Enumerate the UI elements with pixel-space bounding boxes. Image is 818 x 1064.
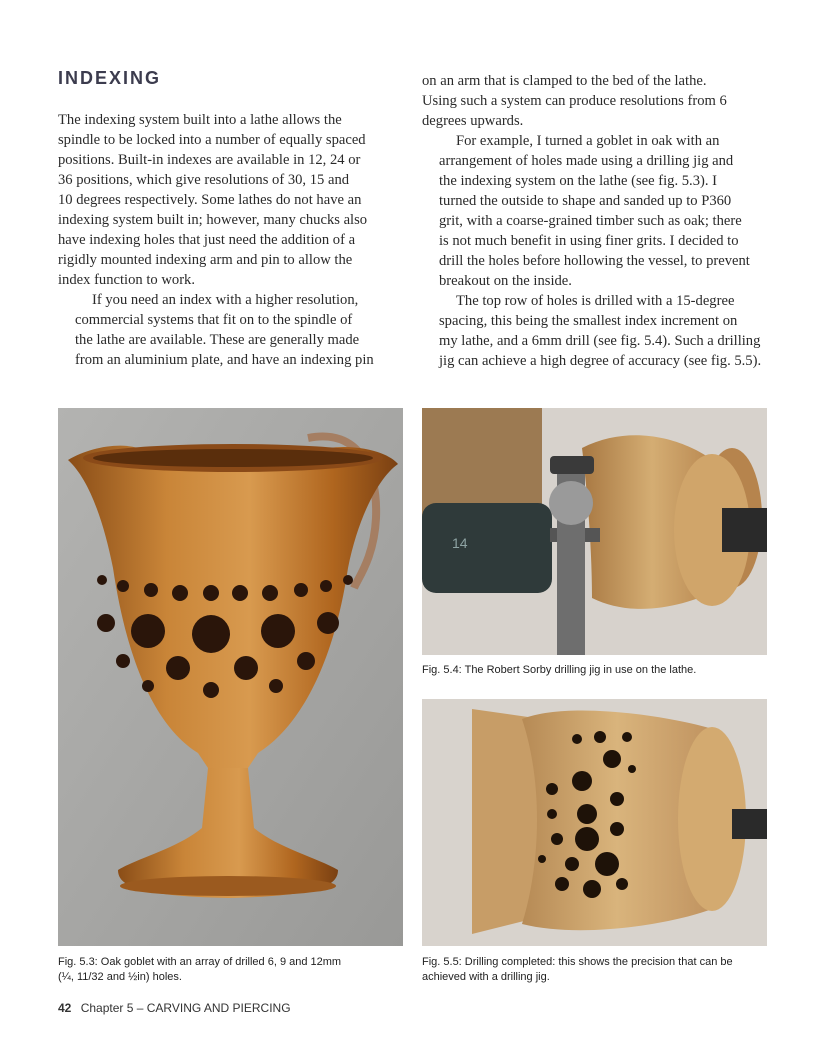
text-line: 10 degrees respectively. Some lathes do not have an xyxy=(58,192,362,208)
text-line: The indexing system built into a lathe allows the xyxy=(58,112,342,128)
text-line: positions. Built-in indexes are available in 12, 24 or xyxy=(58,152,361,168)
left-text-column xyxy=(58,110,408,370)
fig-5-5-completed-drilling-photo xyxy=(422,699,767,946)
fig-5-3-caption-line-2: (¼, 11/32 and ½in) holes. xyxy=(58,971,182,983)
paragraph xyxy=(422,71,772,131)
text-line: breakout on the inside. xyxy=(439,273,572,289)
fig-5-5-caption-line-1: Fig. 5.5: Drilling completed: this shows the precision that can be xyxy=(422,956,733,968)
text-line: spindle to be locked into a number of equally spaced xyxy=(58,132,366,148)
chapter-title: Chapter 5 – CARVING AND PIERCING xyxy=(80,1001,291,1015)
text-line: If you need an index with a higher resolution, xyxy=(92,292,359,308)
drill-label: 14 xyxy=(452,535,468,551)
drilling-jig-illustration xyxy=(422,408,767,655)
text-line: jig can achieve a high degree of accuracy (see fig. 5.5). xyxy=(439,353,762,369)
completed-drilling-illustration xyxy=(422,699,767,946)
text-line: from an aluminium plate, and have an indexing pin xyxy=(75,352,374,368)
text-line: indexing system built in; however, many chucks also xyxy=(58,212,368,228)
paragraph xyxy=(422,131,772,291)
right-text-column xyxy=(422,71,772,371)
page-number: 42 xyxy=(58,1001,72,1015)
text-line: 36 positions, which give resolutions of 30, 15 and xyxy=(58,172,350,188)
fig-5-3-caption xyxy=(58,955,403,985)
text-line: the indexing system on the lathe (see fig. 5.3). I xyxy=(439,173,718,189)
fig-5-4-caption: Fig. 5.4: The Robert Sorby drilling jig in use on the lathe. xyxy=(422,664,697,676)
fig-5-3-caption-line-1: Fig. 5.3: Oak goblet with an array of drilled 6, 9 and 12mm xyxy=(58,956,342,968)
text-line: the lathe are available. These are generally made xyxy=(75,332,360,348)
paragraph xyxy=(58,290,408,370)
text-line: Using such a system can produce resolutions from 6 xyxy=(422,93,727,109)
text-line: grit, with a coarse-grained timber such as oak; there xyxy=(439,213,742,229)
text-line: is not much benefit in using finer grits. I decided to xyxy=(439,233,739,249)
text-line: on an arm that is clamped to the bed of the lathe. xyxy=(422,73,707,89)
goblet-illustration xyxy=(58,408,403,946)
text-line: The top row of holes is drilled with a 15-degree xyxy=(456,293,735,309)
text-line: index function to work. xyxy=(58,272,195,288)
text-line: commercial systems that fit on to the spindle of xyxy=(75,312,353,328)
page-footer xyxy=(58,1001,291,1015)
fig-5-5-caption xyxy=(422,955,767,985)
text-line: rigidly mounted indexing arm and pin to allow the xyxy=(58,252,353,268)
fig-5-3-goblet-photo xyxy=(58,408,403,946)
text-line: arrangement of holes made using a drilling jig and xyxy=(439,153,734,169)
fig-5-5-caption-line-2: achieved with a drilling jig. xyxy=(422,971,550,983)
paragraph xyxy=(422,291,772,371)
fig-5-4-drilling-jig-photo xyxy=(422,408,767,655)
text-line: For example, I turned a goblet in oak with an xyxy=(456,133,720,149)
paragraph xyxy=(58,110,408,290)
text-line: my lathe, and a 6mm drill (see fig. 5.4). Such a drilling xyxy=(439,333,761,349)
text-line: have indexing holes that just need the addition of a xyxy=(58,232,356,248)
text-line: spacing, this being the smallest index increment on xyxy=(439,313,738,329)
text-line: degrees upwards. xyxy=(422,113,524,129)
section-heading: INDEXING xyxy=(58,68,162,88)
text-line: turned the outside to shape and sanded up to P360 xyxy=(439,193,732,209)
text-line: drill the holes before hollowing the vessel, to prevent xyxy=(439,253,750,269)
